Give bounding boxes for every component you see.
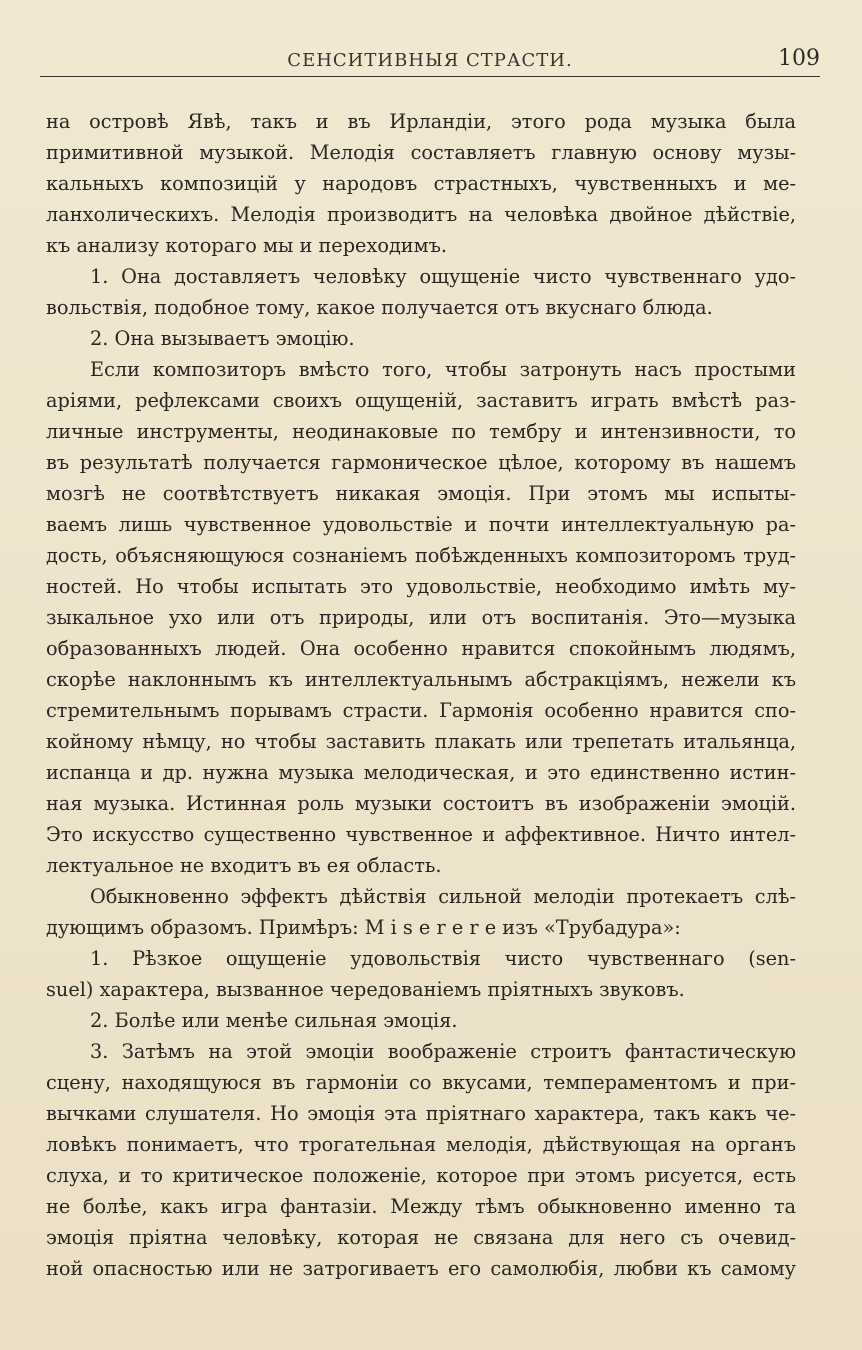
- text-line: аріями, рефлексами своихъ ощущеній, заставитъ играть вмѣстѣ раз-: [46, 389, 796, 412]
- text-line: лектуальное не входитъ въ ея область.: [46, 854, 442, 877]
- text-line: ной опасностью или не затрогиваетъ его самолюбія, любви къ самому: [46, 1257, 796, 1280]
- page-number: 109: [778, 46, 820, 71]
- text-line: ловѣкъ понимаетъ, что трогательная мелодія, дѣйствующая на органъ: [46, 1133, 796, 1156]
- text-line: образованныхъ людей. Она особенно нравится спокойнымъ людямъ,: [46, 637, 796, 660]
- text-line: испанца и др. нужна музыка мелодическая, и это единственно истин-: [46, 761, 796, 784]
- text-line: 1. Она доставляетъ человѣку ощущеніе чисто чувственнаго удо-: [90, 265, 796, 288]
- text-line: слуха, и то критическое положеніе, которое при этомъ рисуется, есть: [46, 1164, 796, 1187]
- text-line: стремительнымъ порывамъ страсти. Гармонія особенно нравится спо-: [46, 699, 796, 722]
- text-line: сцену, находящуюся въ гармоніи со вкусами, темпераментомъ и при-: [46, 1071, 796, 1094]
- text-line: ваемъ лишь чувственное удовольствіе и почти интеллектуальную ра-: [46, 513, 796, 536]
- text-line: ланхолическихъ. Мелодія производитъ на человѣка двойное дѣйствіе,: [46, 203, 796, 226]
- text-line: 1. Рѣзкое ощущеніе удовольствія чисто чувственнаго (sen-: [90, 947, 796, 970]
- text-line: не болѣе, какъ игра фантазіи. Между тѣмъ обыкновенно именно та: [46, 1195, 796, 1218]
- text-line: примитивной музыкой. Мелодія составляетъ главную основу музы-: [46, 141, 796, 164]
- text-line: въ результатѣ получается гармоническое цѣлое, которому въ нашемъ: [46, 451, 796, 474]
- text-line: кальныхъ композицій у народовъ страстныхъ, чувственныхъ и ме-: [46, 172, 796, 195]
- text-line: дость, объясняющуюся сознаніемъ побѣжденныхъ композиторомъ труд-: [46, 544, 796, 567]
- text-line: Если композиторъ вмѣсто того, чтобы затронуть насъ простыми: [90, 358, 796, 381]
- text-line: койному нѣмцу, но чтобы заставить плакать или трепетать итальянца,: [46, 730, 796, 753]
- running-title: СЕНСИТИВНЫЯ СТРАСТИ.: [287, 50, 573, 71]
- text-line: Это искусство существенно чувственное и аффективное. Ничто интел-: [46, 823, 796, 846]
- text-line: мозгѣ не соотвѣтствуетъ никакая эмоція. При этомъ мы испыты-: [46, 482, 796, 505]
- text-line: 2. Она вызываетъ эмоцію.: [90, 327, 355, 350]
- text-line: къ анализу котораго мы и переходимъ.: [46, 234, 448, 257]
- text-line: 2. Болѣе или менѣе сильная эмоція.: [90, 1009, 458, 1032]
- text-line: зыкальное ухо или отъ природы, или отъ воспитанія. Это—музыка: [46, 606, 796, 629]
- text-line: скорѣе наклоннымъ къ интеллектуальнымъ абстракціямъ, нежели къ: [46, 668, 796, 691]
- text-line: вычками слушателя. Но эмоція эта пріятнаго характера, такъ какъ че-: [46, 1102, 796, 1125]
- text-line: suel) характера, вызванное чередованіемъ пріятныхъ звуковъ.: [46, 978, 685, 1001]
- text-line: эмоція пріятна человѣку, которая не связана для него съ очевид-: [46, 1226, 796, 1249]
- text-line: 3. Затѣмъ на этой эмоціи воображеніе строитъ фантастическую: [90, 1040, 796, 1063]
- text-line: на островѣ Явѣ, такъ и въ Ирландіи, этого рода музыка была: [46, 110, 796, 133]
- text-line: Обыкновенно эффектъ дѣйствія сильной мелодіи протекаетъ слѣ-: [90, 885, 796, 908]
- body-text: [46, 106, 796, 1284]
- text-line: ная музыка. Истинная роль музыки состоитъ въ изображеніи эмоцій.: [46, 792, 796, 815]
- text-line: ностей. Но чтобы испытать это удовольствіе, необходимо имѣть му-: [46, 575, 796, 598]
- running-head: [40, 44, 820, 77]
- text-line: дующимъ образомъ. Примѣръ: M i s e r e r e изъ «Трубадура»:: [46, 916, 681, 939]
- text-line: личные инструменты, неодинаковые по тембру и интензивности, то: [46, 420, 796, 443]
- text-line: вольствія, подобное тому, какое получается отъ вкуснаго блюда.: [46, 296, 713, 319]
